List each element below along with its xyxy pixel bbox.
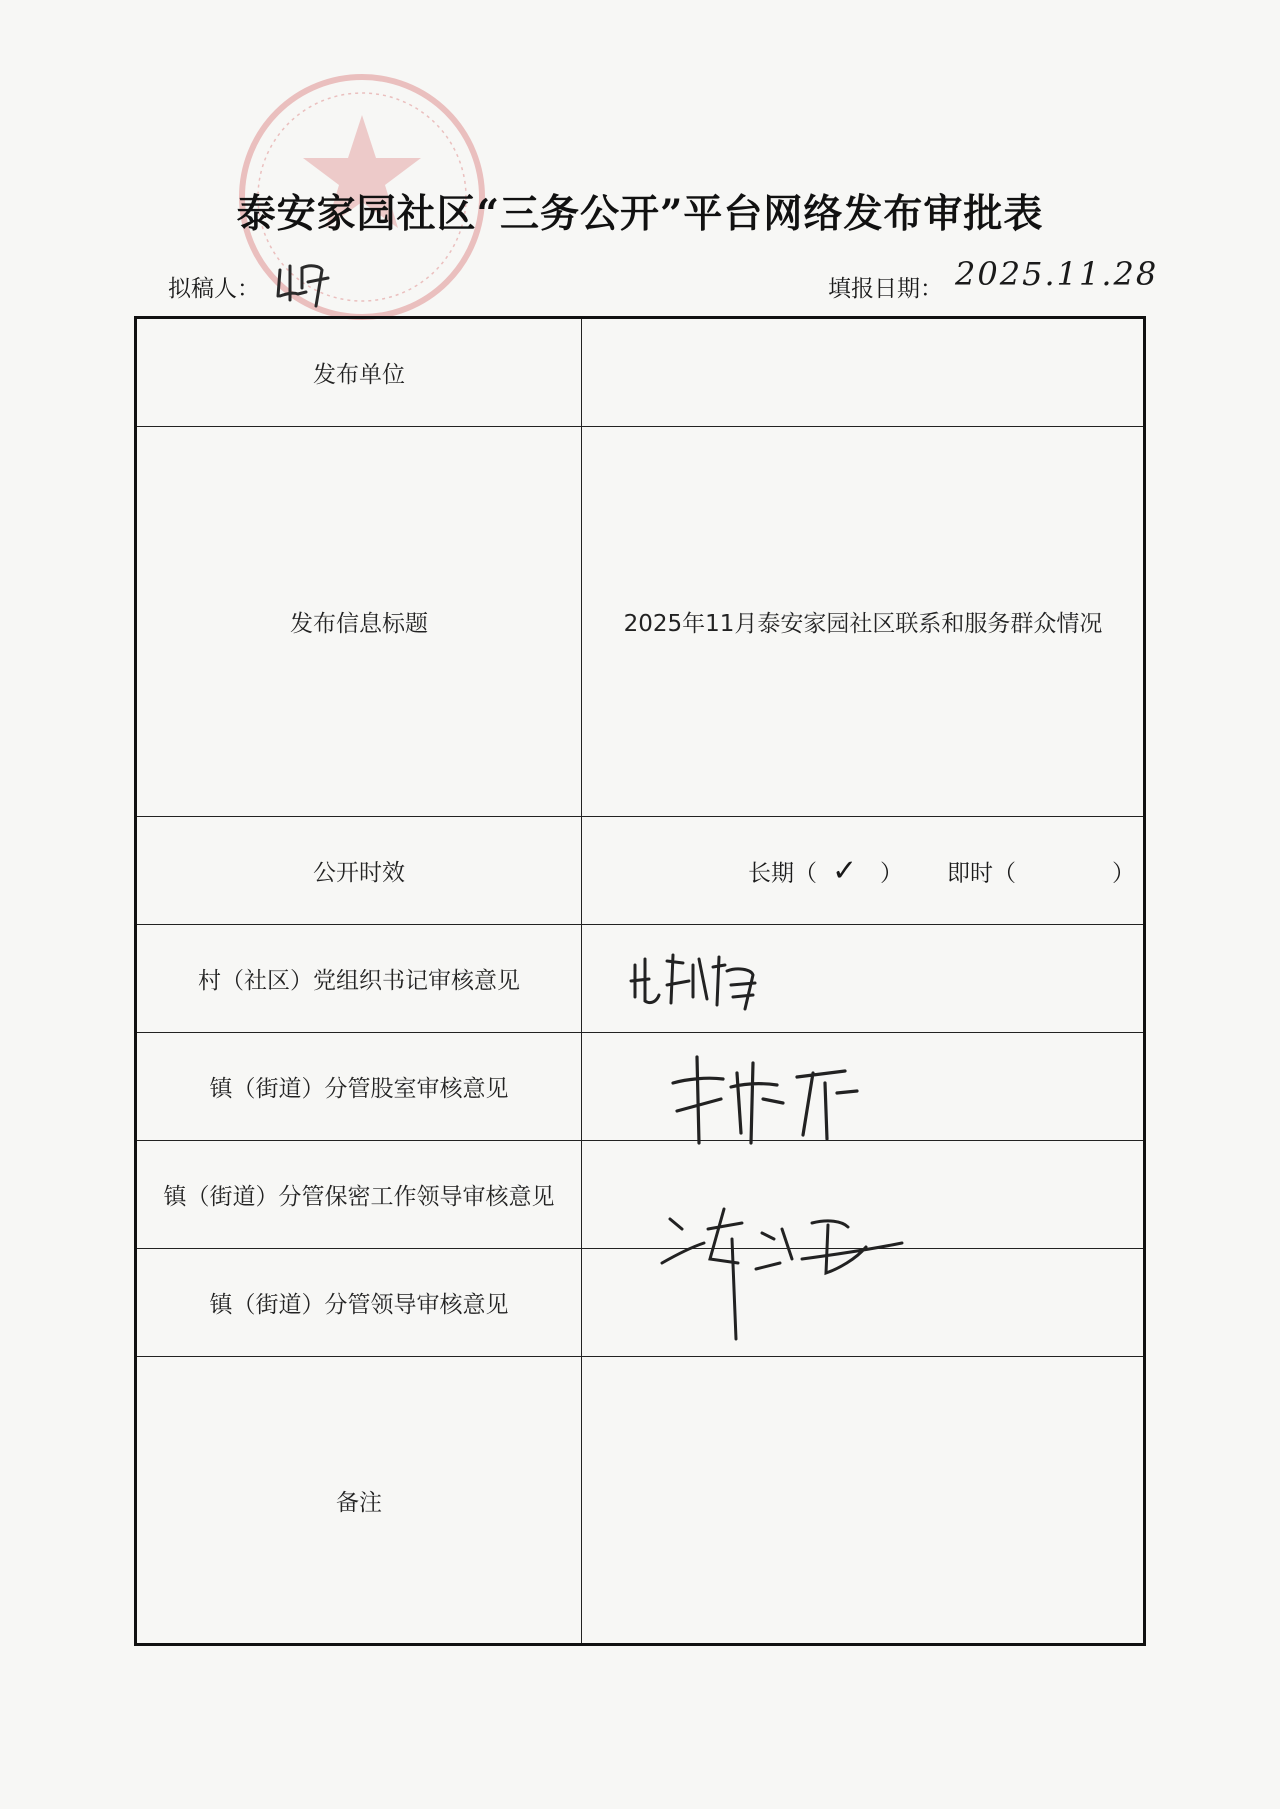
fill-date-value: 2025.11.28 [955,255,1159,293]
row-village-secretary [137,925,1143,1033]
secrecy-leader-signature [652,1199,912,1349]
row-section-office [137,1033,1143,1141]
remarks-label: 备注 [336,1489,382,1516]
row-remarks [137,1357,1143,1643]
info-title-value: 2025年11月泰安家园社区联系和服务群众情况 [623,611,1103,637]
timeliness-options [612,817,1143,924]
publisher-value [583,319,1143,426]
secrecy-leader-label: 镇（街道）分管保密工作领导审核意见 [163,1184,555,1210]
row-info-title [137,427,1143,817]
instant-open: 即时（ [947,860,1016,886]
info-title-label: 发布信息标题 [290,611,428,637]
row-publisher [137,319,1143,427]
drafter-signature [272,248,342,318]
village-secretary-label: 村（社区）党组织书记审核意见 [198,968,520,994]
row-secrecy-leader [137,1141,1143,1249]
long-term-open: 长期（ [748,860,817,886]
approval-table [134,316,1146,1646]
timeliness-label: 公开时效 [313,860,405,886]
form-title: 泰安家园社区“三务公开”平台网络发布审批表 [236,191,1044,237]
fill-date-label: 填报日期： [828,276,943,302]
leader-label: 镇（街道）分管领导审核意见 [209,1292,509,1318]
publisher-label: 发布单位 [313,362,405,388]
long-term-close: ） [880,860,903,886]
section-office-signature [667,1043,867,1153]
row-timeliness [137,817,1143,925]
drafter-label: 拟稿人： [168,276,260,302]
instant-close: ） [1112,860,1135,886]
remarks-value [583,1357,1143,1643]
row-leader [137,1249,1143,1357]
village-secretary-signature [627,945,767,1025]
section-office-label: 镇（街道）分管股室审核意见 [209,1076,509,1102]
long-term-check-mark: ✓ [832,853,858,888]
